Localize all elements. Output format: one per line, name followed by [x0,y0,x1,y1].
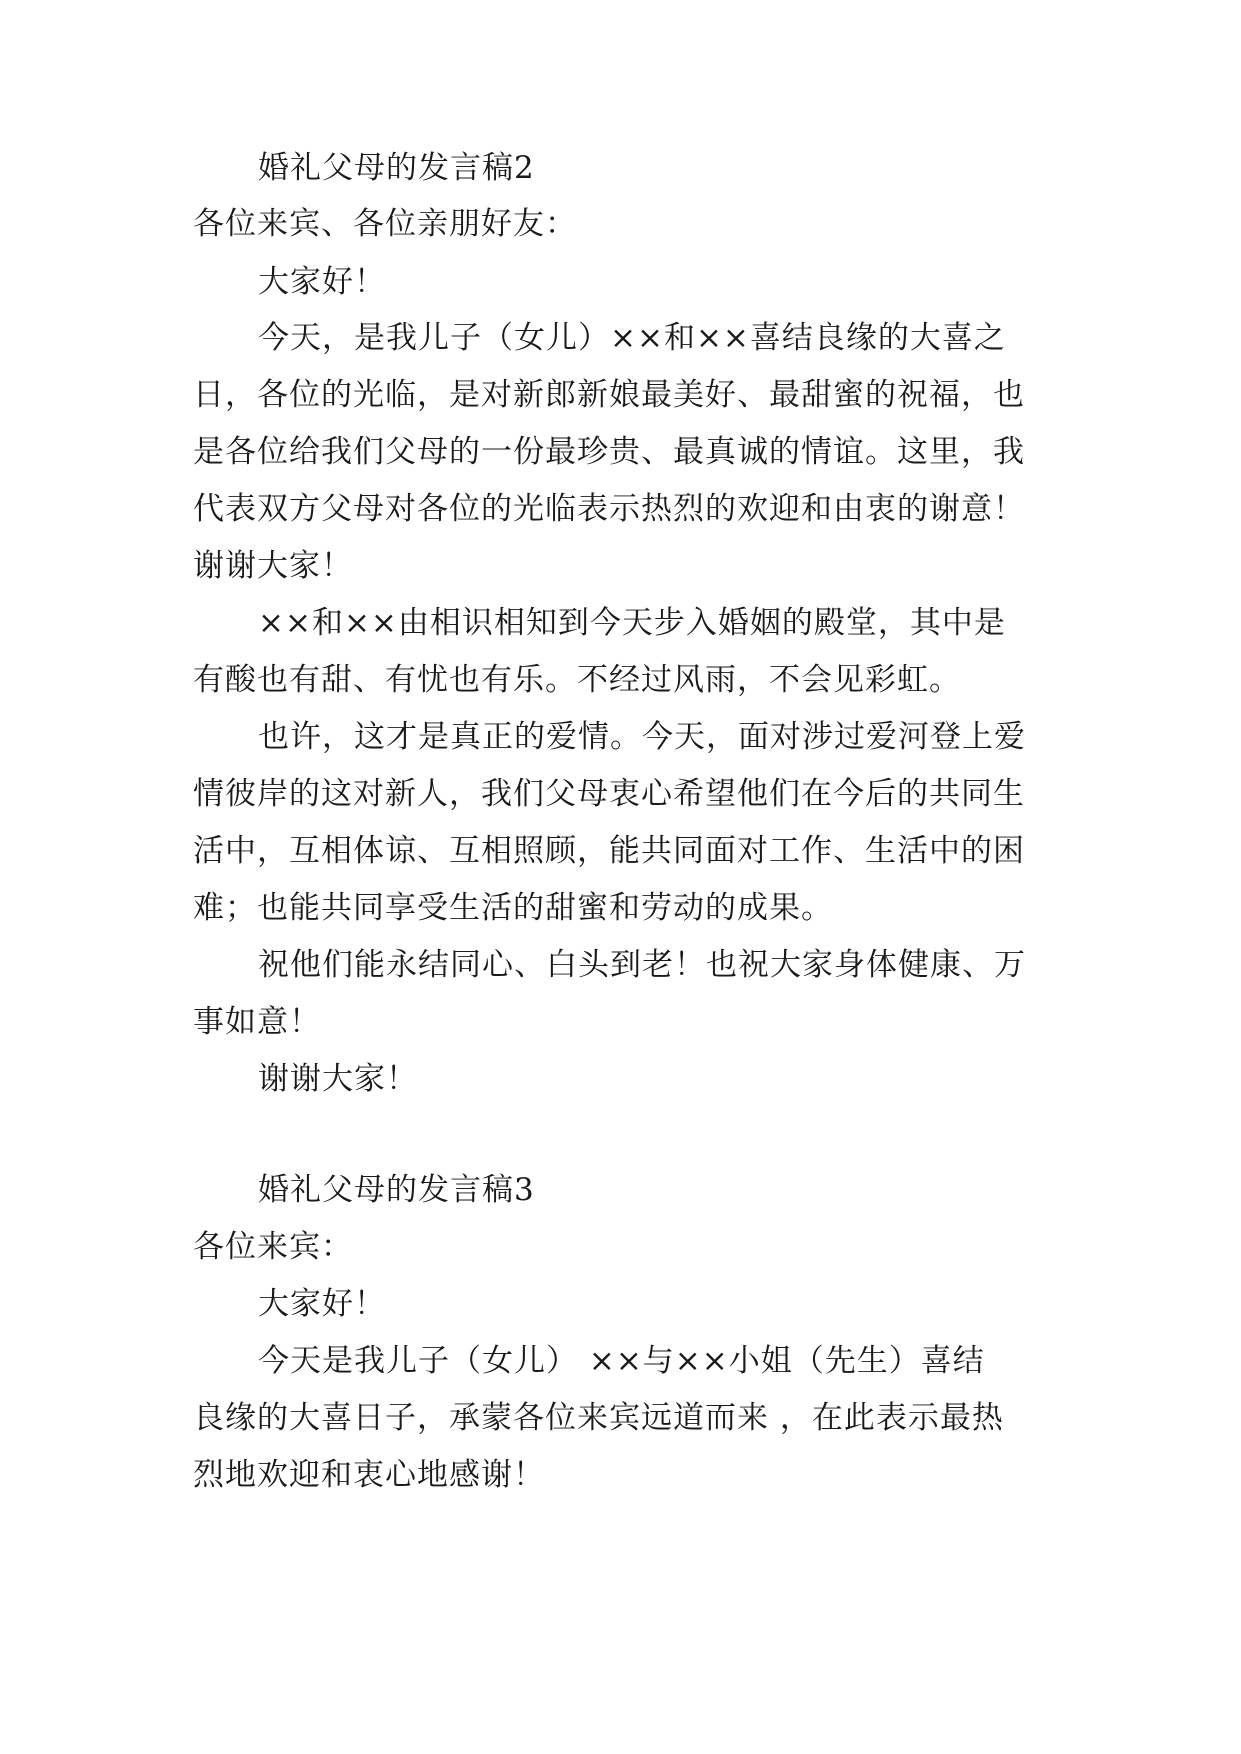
paragraph-line: 也许，这才是真正的爱情。今天，面对涉过爱河登上爱 [258,719,1026,755]
greeting: 大家好！ [258,264,386,300]
salutation: 各位来宾： [193,1229,353,1265]
paragraph-line: 是各位给我们父母的一份最珍贵、最真诚的情谊。这里，我 [193,434,1025,470]
closing-line: 谢谢大家！ [258,1061,418,1097]
paragraph-line: 今天是我儿子（女儿） ××与××小姐（先生）喜结 [258,1343,985,1379]
paragraph-line: 良缘的大喜日子，承蒙各位来宾远道而来 ，在此表示最热 [193,1400,1004,1436]
paragraph-line: 难；也能共同享受生活的甜蜜和劳动的成果。 [193,890,833,926]
paragraph-line: 祝他们能永结同心、白头到老！也祝大家身体健康、万 [258,947,1026,983]
paragraph-line: 有酸也有甜、有忧也有乐。不经过风雨，不会见彩虹。 [193,662,961,698]
paragraph-line: 日，各位的光临，是对新郎新娘最美好、最甜蜜的祝福，也 [193,377,1025,413]
paragraph-line: 活中，互相体谅、互相照顾，能共同面对工作、生活中的困 [193,833,1025,869]
paragraph-line: 烈地欢迎和衷心地感谢！ [193,1457,545,1493]
paragraph-line: 情彼岸的这对新人，我们父母衷心希望他们在今后的共同生 [193,776,1025,812]
paragraph-line: 事如意！ [193,1004,321,1040]
section-title: 婚礼父母的发言稿3 [258,1172,535,1208]
paragraph-line: 代表双方父母对各位的光临表示热烈的欢迎和由衷的谢意！ [193,491,1025,527]
salutation: 各位来宾、各位亲朋好友： [193,206,577,242]
paragraph-line: ××和××由相识相知到今天步入婚姻的殿堂，其中是 [258,605,1006,641]
greeting: 大家好！ [258,1286,386,1322]
paragraph-line: 谢谢大家！ [193,548,353,584]
section-title: 婚礼父母的发言稿2 [258,150,535,186]
paragraph-line: 今天，是我儿子（女儿）××和××喜结良缘的大喜之 [258,320,1006,356]
